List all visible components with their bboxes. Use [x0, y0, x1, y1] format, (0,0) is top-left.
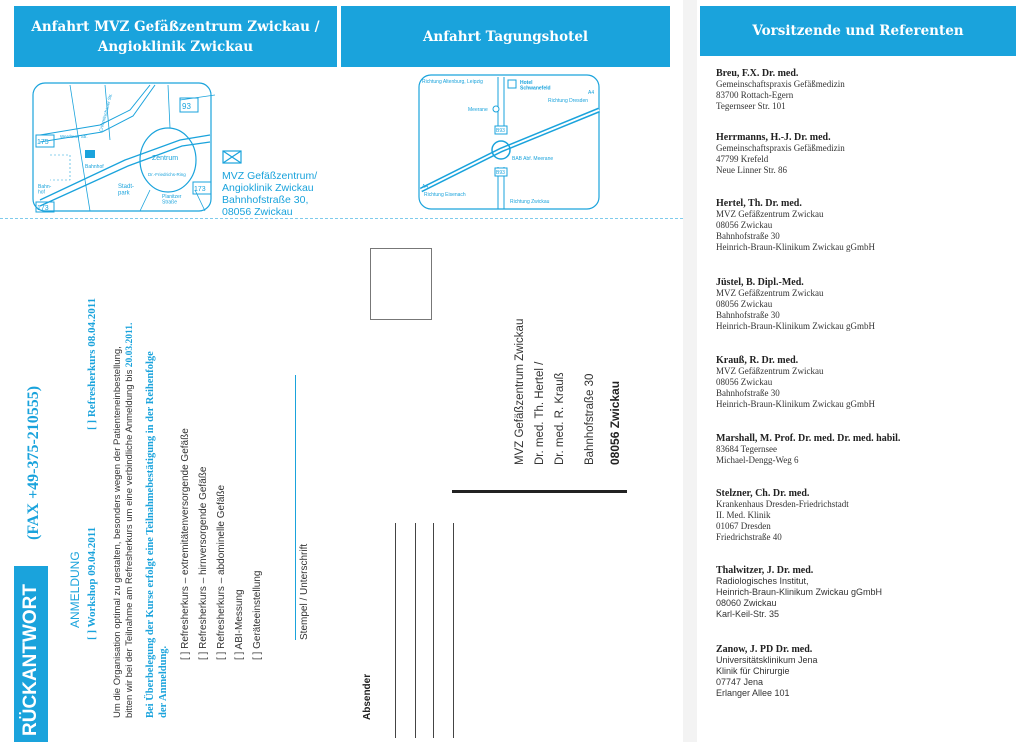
- referent-entry: [716, 198, 875, 253]
- referent-line: Karl-Keil-Str. 35: [716, 609, 780, 619]
- referent-line: Bahnhofstraße 30: [716, 231, 780, 241]
- absender-line[interactable]: [433, 523, 434, 738]
- referent-entry: [716, 355, 875, 410]
- referent-line: Universitätsklinikum Jena: [716, 655, 818, 665]
- signature-line[interactable]: [295, 375, 296, 640]
- workshop-checkbox[interactable]: [ ] Workshop 09.04.2011: [86, 526, 98, 640]
- referent-name: Breu, F.X. Dr. med.: [716, 68, 799, 79]
- option-checkbox[interactable]: [ ] ABI-Messung: [234, 589, 245, 660]
- map-label-eisenach: Richtung Eisenach: [424, 192, 466, 198]
- map-label-werdauer: Werdauer Str.: [60, 134, 88, 139]
- recipient-city: 08056 Zwickau: [608, 380, 622, 465]
- map-label-b173-left: 173: [37, 205, 49, 212]
- map-label-stadtpark: Stadt-park: [118, 184, 135, 197]
- referent-line: Bahnhofstraße 30: [716, 388, 780, 398]
- header-anfahrt-tagungshotel: [341, 6, 670, 67]
- header-anfahrt-mvz: [14, 6, 337, 67]
- referent-name: Thalwitzer, J. Dr. med.: [716, 565, 814, 576]
- map-label-hotel: Hotel Schwanefeld: [520, 80, 551, 92]
- envelope-icon: [222, 150, 242, 164]
- referent-name: Jüstel, B. Dipl.-Med.: [716, 277, 804, 288]
- hint-text-2: der Anmeldung.: [158, 645, 169, 718]
- referent-line: Neue Linner Str. 86: [716, 165, 787, 175]
- referent-line: Krankenhaus Dresden-Friedrichstadt: [716, 499, 849, 509]
- referent-name: Krauß, R. Dr. med.: [716, 355, 799, 366]
- referent-entry: [716, 68, 845, 112]
- referent-name: Stelzner, Ch. Dr. med.: [716, 488, 810, 499]
- referent-line: II. Med. Klinik: [716, 510, 771, 520]
- referent-name: Marshall, M. Prof. Dr. med. Dr. med. habil.: [716, 433, 901, 444]
- map-label-ring: Dr.-Friedrichs-Ring: [148, 172, 186, 177]
- panel-left: [0, 0, 340, 742]
- header-title: Anfahrt Tagungshotel: [422, 28, 589, 45]
- referent-line: Bahnhofstraße 30: [716, 310, 780, 320]
- option-checkbox[interactable]: [ ] Refresherkurs – extremitätenversorgende Gefäße: [180, 428, 191, 660]
- referent-line: Heinrich-Braun-Klinikum Zwickau gGmbH: [716, 321, 875, 331]
- referent-entry: [716, 433, 900, 466]
- rueckantwort-title: RÜCKANTWORT: [20, 584, 41, 736]
- referent-name: Hertel, Th. Dr. med.: [716, 198, 802, 209]
- referent-name: Zanow, J. PD Dr. med.: [716, 644, 813, 655]
- absender-line[interactable]: [395, 523, 396, 738]
- intro-text-2: [124, 323, 136, 718]
- referent-line: 83684 Tegernsee: [716, 444, 777, 454]
- referent-line: 08056 Zwickau: [716, 220, 773, 230]
- intro-text-1: Um die Organisation optimal zu gestalten, besonders wegen der Patienteneinbestellung,: [112, 346, 123, 718]
- option-checkbox[interactable]: [ ] Refresherkurs – abdominelle Gefäße: [216, 484, 227, 660]
- map-label-b175: 175: [37, 139, 49, 146]
- stempel-label: Stempel / Unterschrift: [299, 543, 310, 640]
- refresher-checkbox[interactable]: [ ] Refresherkurs 08.04.2011: [86, 297, 98, 430]
- absender-line[interactable]: [415, 523, 416, 738]
- map-label-b173-right: 173: [194, 186, 206, 193]
- referent-line: 08056 Zwickau: [716, 299, 773, 309]
- referent-line: MVZ Gefäßzentrum Zwickau: [716, 288, 824, 298]
- map-label-zentrum: Zentrum: [152, 155, 179, 162]
- stamp-box: [370, 248, 432, 320]
- address-line: 08056 Zwickau: [222, 206, 293, 218]
- recipient-line: Dr. med. Th. Hertel /: [534, 361, 546, 465]
- map-label-a4b: A4: [422, 184, 429, 190]
- map-label-dresden: Richtung Dresden: [548, 98, 589, 104]
- map-label-a4: A4: [588, 90, 595, 96]
- referent-line: Heinrich-Braun-Klinikum Zwickau gGmbH: [716, 242, 875, 252]
- map-label-b93: B93: [496, 128, 505, 134]
- referent-line: 08056 Zwickau: [716, 377, 773, 387]
- recipient-line: Bahnhofstraße 30: [584, 373, 596, 465]
- referent-line: MVZ Gefäßzentrum Zwickau: [716, 209, 824, 219]
- header-title: Vorsitzende und Referenten: [752, 23, 964, 39]
- referent-line: 08060 Zwickau: [716, 598, 777, 608]
- referent-line: Klinik für Chirurgie: [716, 666, 790, 676]
- mvz-address: [222, 170, 317, 218]
- referent-line: Erlanger Allee 101: [716, 688, 790, 698]
- referent-line: Friedrichstraße 40: [716, 532, 782, 542]
- referent-line: 01067 Dresden: [716, 521, 771, 531]
- fold-gap: [683, 0, 697, 742]
- address-line: Bahnhofstraße 30,: [222, 194, 309, 206]
- header-line-1: Anfahrt MVZ Gefäßzentrum Zwickau /: [31, 18, 320, 35]
- recipient-line: Dr. med. R. Krauß: [554, 372, 566, 465]
- referent-line: Gemeinschaftspraxis Gefäßmedizin: [716, 143, 845, 153]
- intro-text-2-body: bitten wir bei der Teilnahme am Refresherkurs um eine verbindliche Anmeldung bis: [124, 369, 135, 718]
- absender-line[interactable]: [453, 523, 454, 738]
- referent-line: 07747 Jena: [716, 677, 764, 687]
- referent-entry: [716, 132, 845, 176]
- referent-entry: [716, 565, 882, 620]
- referent-line: Michael-Dengg-Weg 6: [716, 455, 799, 465]
- address-line: MVZ Gefäßzentrum/: [222, 170, 318, 182]
- map-label-zwickau: Richtung Zwickau: [510, 199, 550, 205]
- referent-entry: [716, 644, 818, 699]
- map-label-planitzer: Planitzer Straße: [162, 194, 182, 206]
- header-referenten: [700, 6, 1016, 56]
- anmeldung-label: ANMELDUNG: [68, 551, 82, 628]
- referent-line: 47799 Krefeld: [716, 154, 769, 164]
- fax-number: (FAX +49-375-210555): [25, 385, 42, 540]
- option-checkbox[interactable]: [ ] Geräteeinstellung: [252, 570, 263, 660]
- referent-line: Heinrich-Braun-Klinikum Zwickau gGmbH: [716, 587, 883, 597]
- hotel-map: [416, 72, 606, 212]
- map-label-bahnhof: Bahnhof: [85, 164, 104, 170]
- map-label-b93: 93: [182, 102, 191, 111]
- referent-line: 83700 Rottach-Egern: [716, 90, 794, 100]
- map-label-meerane-exit: BAB Abf. Meerane: [512, 156, 554, 162]
- absender-label: Absender: [362, 673, 373, 720]
- referent-line: Gemeinschaftspraxis Gefäßmedizin: [716, 79, 845, 89]
- city-map: [30, 80, 215, 215]
- map-label-crimmitschauer: Crimmitschauer Str.: [98, 92, 114, 133]
- referent-entry: [716, 277, 875, 332]
- perforation-line: [0, 218, 683, 219]
- referent-line: Radiologisches Institut,: [716, 576, 809, 586]
- referent-line: MVZ Gefäßzentrum Zwickau: [716, 366, 824, 376]
- intro-deadline: 20.03.2011.: [125, 322, 135, 368]
- map-label-meerane: Meerane: [468, 107, 488, 113]
- referent-entry: [716, 488, 849, 543]
- panel-middle: [340, 0, 683, 742]
- referent-line: Heinrich-Braun-Klinikum Zwickau gGmbH: [716, 399, 875, 409]
- option-checkbox[interactable]: [ ] Refresherkurs – hirnversorgende Gefäße: [198, 466, 209, 660]
- referent-line: Tegernseer Str. 101: [716, 101, 786, 111]
- referent-name: Herrmanns, H.-J. Dr. med.: [716, 132, 831, 143]
- map-label-altenburg: Richtung Altenburg, Leipzig: [422, 79, 483, 85]
- map-label-b93b: B93: [496, 170, 505, 176]
- map-label-bahn: Bahn-hof: [38, 184, 52, 196]
- header-line-2: Angioklinik Zwickau: [97, 38, 254, 55]
- address-line: Angioklinik Zwickau: [222, 182, 314, 194]
- address-separator: [452, 490, 627, 493]
- recipient-line: MVZ Gefäßzentrum Zwickau: [514, 318, 526, 465]
- hint-text-1: Bei Überbelegung der Kurse erfolgt eine Teilnahmebestätigung in der Reihenfolge: [145, 351, 156, 718]
